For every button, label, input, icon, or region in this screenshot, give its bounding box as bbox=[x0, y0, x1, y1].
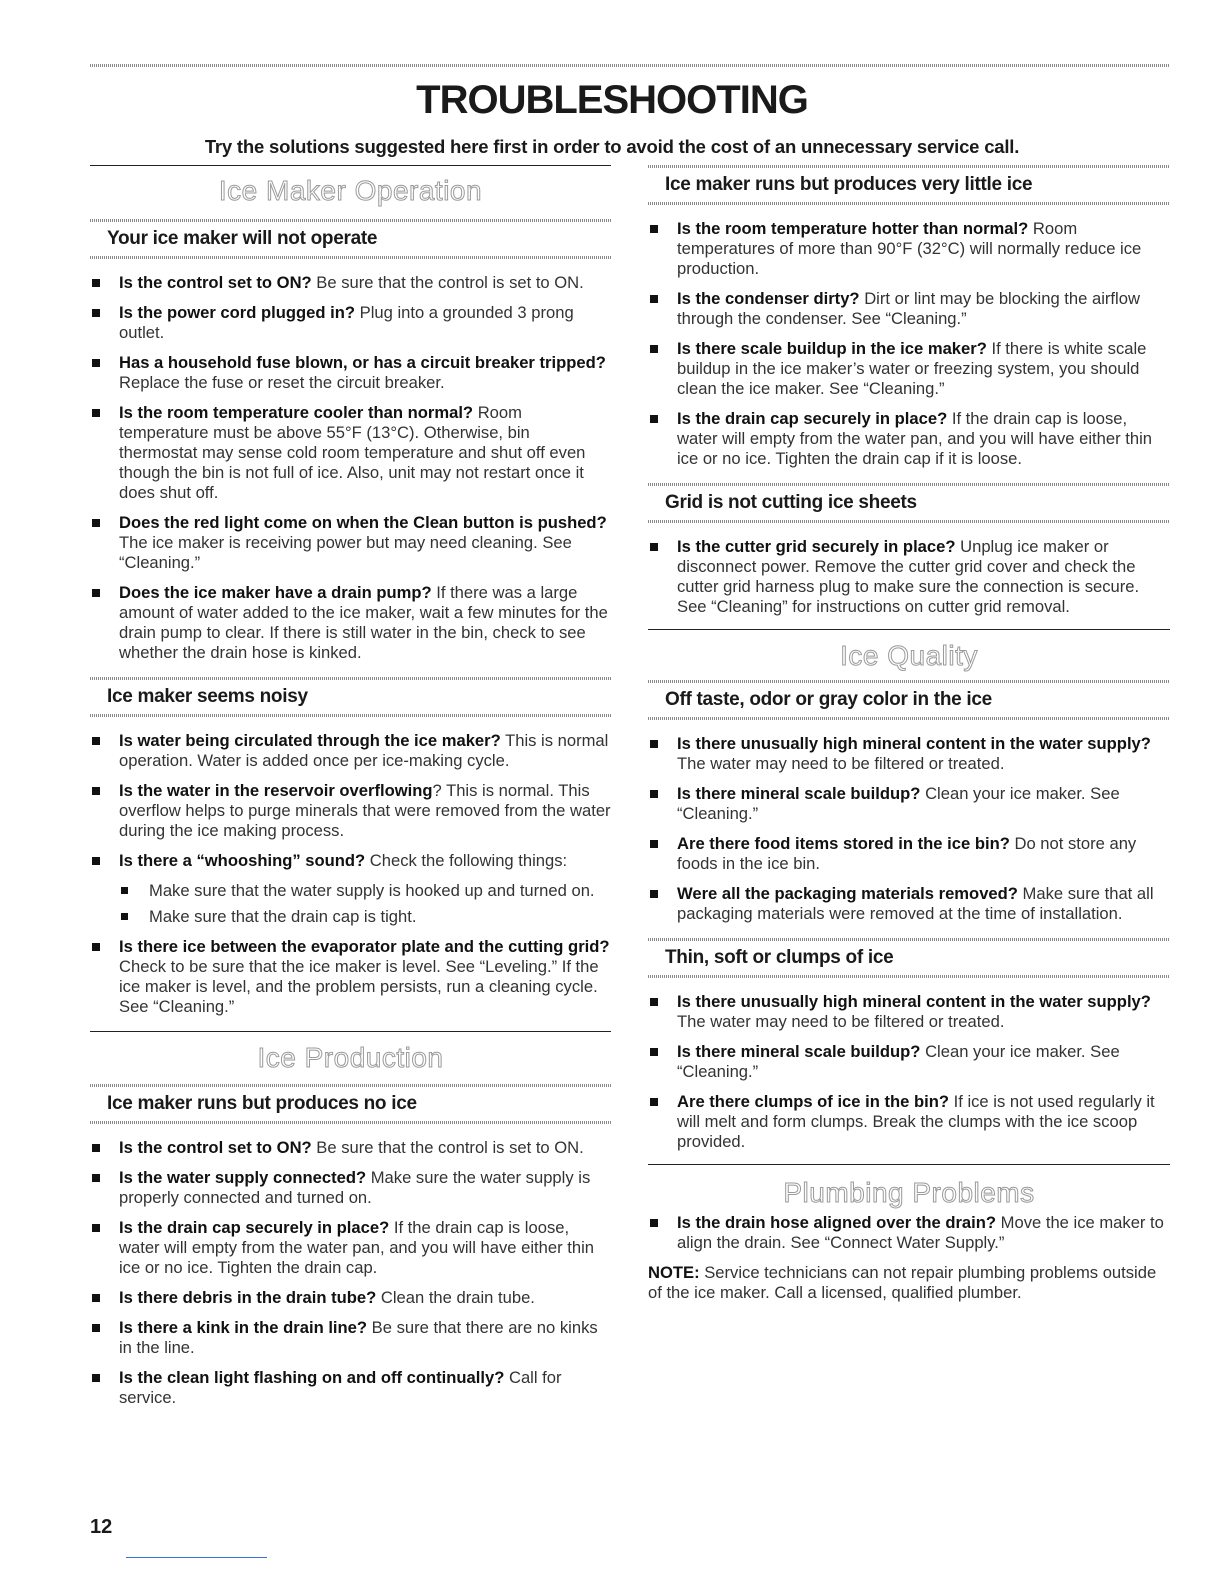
issue-item bbox=[90, 1218, 611, 1278]
subhead-produces-no-ice: Ice maker runs but produces no ice bbox=[107, 1093, 417, 1114]
issue-answer: Room temperature must be above 55°F (13°C). Otherwise, bin thermostat may sense cold room temperature and shut off even though the bin is not full of ice. Also, unit may not restart once it does shut off. bbox=[119, 403, 586, 502]
issue-item bbox=[648, 537, 1170, 617]
issue-question: Is there mineral scale buildup? bbox=[677, 1042, 921, 1061]
subhead-rule bbox=[648, 520, 1170, 523]
issue-item bbox=[90, 513, 611, 573]
issue-item bbox=[90, 1138, 611, 1158]
issue-answer: ? This is normal. This overflow helps to purge minerals that were removed from the water during the ice making process. bbox=[119, 781, 611, 840]
issue-question: Is the room temperature cooler than normal? bbox=[119, 403, 474, 422]
issue-question: Are there clumps of ice in the bin? bbox=[677, 1092, 949, 1111]
issue-item bbox=[648, 1092, 1170, 1152]
issue-answer: The water may need to be filtered or treated. bbox=[677, 1012, 1005, 1031]
issue-question: Does the red light come on when the Clean button is pushed? bbox=[119, 513, 607, 532]
issue-item bbox=[90, 1368, 611, 1408]
issue-item bbox=[90, 273, 611, 293]
issue-answer: Move the ice maker to align the drain. See “Connect Water Supply.” bbox=[677, 1213, 1164, 1252]
issue-answer: The ice maker is receiving power but may need cleaning. See “Cleaning.” bbox=[119, 533, 572, 572]
section-heading-ice-quality: Ice Quality bbox=[840, 640, 978, 671]
issue-question: Has a household fuse blown, or has a circuit breaker tripped? bbox=[119, 353, 606, 372]
footer-line bbox=[126, 1557, 267, 1558]
section-rule bbox=[90, 165, 611, 166]
section-rule bbox=[648, 629, 1170, 630]
issue-answer: Clean your ice maker. See “Cleaning.” bbox=[677, 784, 1120, 823]
subhead-rule bbox=[90, 256, 611, 259]
issue-question: Is there ice between the evaporator plate and the cutting grid? bbox=[119, 937, 610, 956]
issue-answer: The water may need to be filtered or treated. bbox=[677, 754, 1005, 773]
subhead-very-little-ice: Ice maker runs but produces very little ice bbox=[665, 174, 1033, 195]
subhead-thin-soft-clumps: Thin, soft or clumps of ice bbox=[665, 947, 894, 968]
issue-item bbox=[648, 409, 1170, 469]
issue-item bbox=[90, 583, 611, 663]
issue-question: Is the drain cap securely in place? bbox=[119, 1218, 390, 1237]
issue-item bbox=[90, 1288, 611, 1308]
subhead-rule bbox=[90, 1121, 611, 1124]
issue-item bbox=[90, 851, 611, 927]
issue-list bbox=[648, 537, 1170, 617]
issue-list bbox=[648, 992, 1170, 1152]
issue-question: Is the drain cap securely in place? bbox=[677, 409, 948, 428]
plumbing-note bbox=[648, 1263, 1170, 1303]
issue-answer: Call for service. bbox=[119, 1368, 562, 1407]
issue-answer: If there was a large amount of water added to the ice maker, wait a few minutes for the drain pump to clear. If there is still water in the bin, check to see whether the drain hose is kinked. bbox=[119, 583, 608, 662]
issue-list bbox=[90, 273, 611, 663]
page-subtitle: Try the solutions suggested here first in order to avoid the cost of an unnecessary service call. bbox=[204, 136, 1020, 157]
issue-item bbox=[90, 403, 611, 503]
issue-question: Is there debris in the drain tube? bbox=[119, 1288, 377, 1307]
subhead-will-not-operate: Your ice maker will not operate bbox=[107, 228, 378, 249]
sub-list bbox=[119, 881, 611, 927]
section-rule bbox=[648, 1164, 1170, 1165]
page-number: 12 bbox=[90, 1516, 113, 1538]
subhead-seems-noisy: Ice maker seems noisy bbox=[107, 686, 308, 707]
note-label: NOTE: bbox=[648, 1263, 700, 1282]
issue-item bbox=[90, 353, 611, 393]
issue-question: Is the control set to ON? bbox=[119, 273, 312, 292]
issue-question: Is the condenser dirty? bbox=[677, 289, 860, 308]
issue-answer: Make sure the water supply is properly connected and turned on. bbox=[119, 1168, 591, 1207]
issue-answer: Be sure that the control is set to ON. bbox=[311, 1138, 584, 1157]
section-heading-ice-maker-operation: Ice Maker Operation bbox=[218, 175, 483, 206]
issue-item bbox=[648, 992, 1170, 1032]
issue-answer: Clean your ice maker. See “Cleaning.” bbox=[677, 1042, 1120, 1081]
issue-item bbox=[90, 303, 611, 343]
issue-item bbox=[648, 734, 1170, 774]
issue-answer: Room temperatures of more than 90°F (32°C) will normally reduce ice production. bbox=[677, 219, 1142, 278]
issue-answer: If the drain cap is loose, water will empty from the water pan, and you will have either thin ice or no ice. Tighten the drain cap if it is loose. bbox=[677, 409, 1152, 468]
issue-answer: If ice is not used regularly it will melt and form clumps. Break the clumps with the ice scoop provided. bbox=[677, 1092, 1155, 1151]
issue-question: Is there unusually high mineral content in the water supply? bbox=[677, 734, 1151, 753]
issue-answer: Be sure that the control is set to ON. bbox=[311, 273, 584, 292]
issue-question: Is the clean light flashing on and off continually? bbox=[119, 1368, 505, 1387]
issue-answer: Check the following things: bbox=[365, 851, 568, 870]
issue-item bbox=[648, 219, 1170, 279]
issue-question: Is there mineral scale buildup? bbox=[677, 784, 921, 803]
issue-item bbox=[648, 884, 1170, 924]
sub-item: Make sure that the drain cap is tight. bbox=[119, 907, 611, 927]
issue-answer: Make sure that all packaging materials were removed at the time of installation. bbox=[677, 884, 1154, 923]
issue-item bbox=[90, 937, 611, 1017]
issue-question: Is the drain hose aligned over the drain? bbox=[677, 1213, 997, 1232]
section-heading-ice-production: Ice Production bbox=[257, 1042, 444, 1073]
subhead-grid-not-cutting: Grid is not cutting ice sheets bbox=[665, 492, 917, 513]
issue-question: Is the power cord plugged in? bbox=[119, 303, 356, 322]
issue-item bbox=[648, 834, 1170, 874]
issue-list bbox=[648, 734, 1170, 924]
issue-question: Is there unusually high mineral content in the water supply? bbox=[677, 992, 1151, 1011]
issue-item bbox=[648, 1213, 1170, 1253]
issue-question: Is there a “whooshing” sound? bbox=[119, 851, 366, 870]
issue-answer: Check to be sure that the ice maker is level. See “Leveling.” If the ice maker is level, and the problem persists, run a cleaning cycle. See “Cleaning.” bbox=[119, 957, 599, 1016]
issue-list bbox=[90, 1138, 611, 1408]
section-rule bbox=[90, 1031, 611, 1032]
issue-answer: Dirt or lint may be blocking the airflow through the condenser. See “Cleaning.” bbox=[677, 289, 1140, 328]
subhead-rule bbox=[90, 714, 611, 717]
right-column bbox=[648, 165, 1170, 1320]
top-rule bbox=[90, 64, 1170, 67]
note-text: Service technicians can not repair plumbing problems outside of the ice maker. Call a licensed, qualified plumber. bbox=[648, 1263, 1157, 1302]
section-heading-plumbing-problems: Plumbing Problems bbox=[783, 1177, 1035, 1208]
issue-item bbox=[648, 339, 1170, 399]
issue-item bbox=[90, 781, 611, 841]
subhead-rule bbox=[648, 717, 1170, 720]
issue-list bbox=[648, 219, 1170, 469]
issue-answer: Be sure that there are no kinks in the line. bbox=[119, 1318, 598, 1357]
subhead-rule bbox=[648, 975, 1170, 978]
sub-item: Make sure that the water supply is hooked up and turned on. bbox=[119, 881, 611, 901]
issue-question: Is the room temperature hotter than normal? bbox=[677, 219, 1029, 238]
issue-question: Is water being circulated through the ice maker? bbox=[119, 731, 501, 750]
issue-list bbox=[90, 731, 611, 1017]
issue-answer: Unplug ice maker or disconnect power. Remove the cutter grid cover and check the cutter grid harness plug to make sure the connection is secure. See “Cleaning” for instructions on cutter grid removal. bbox=[677, 537, 1140, 616]
issue-answer: Replace the fuse or reset the circuit breaker. bbox=[119, 373, 445, 392]
issue-answer: Plug into a grounded 3 prong outlet. bbox=[119, 303, 574, 342]
issue-answer: If there is white scale buildup in the ice maker’s water or freezing system, you should clean the ice maker. See “Cleaning.” bbox=[677, 339, 1147, 398]
issue-question: Is there a kink in the drain line? bbox=[119, 1318, 368, 1337]
subhead-off-taste: Off taste, odor or gray color in the ice bbox=[665, 689, 992, 710]
issue-answer: If the drain cap is loose, water will empty from the water pan, and you will have either thin ice or no ice. Tighten the drain cap. bbox=[119, 1218, 594, 1277]
issue-question: Is there scale buildup in the ice maker? bbox=[677, 339, 987, 358]
issue-list bbox=[648, 1213, 1170, 1253]
issue-question: Were all the packaging materials removed? bbox=[677, 884, 1018, 903]
subhead-rule bbox=[648, 202, 1170, 205]
left-column bbox=[90, 165, 611, 1418]
issue-item bbox=[648, 1042, 1170, 1082]
issue-question: Is the control set to ON? bbox=[119, 1138, 312, 1157]
issue-item bbox=[648, 784, 1170, 824]
issue-question: Is the water supply connected? bbox=[119, 1168, 367, 1187]
issue-item bbox=[648, 289, 1170, 329]
issue-question: Are there food items stored in the ice bin? bbox=[677, 834, 1010, 853]
issue-question: Does the ice maker have a drain pump? bbox=[119, 583, 432, 602]
issue-item bbox=[90, 1168, 611, 1208]
issue-answer: Clean the drain tube. bbox=[376, 1288, 535, 1307]
issue-question: Is the water in the reservoir overflowing bbox=[119, 781, 433, 800]
issue-item bbox=[90, 1318, 611, 1358]
issue-answer: Do not store any foods in the ice bin. bbox=[677, 834, 1137, 873]
issue-question: Is the cutter grid securely in place? bbox=[677, 537, 956, 556]
issue-answer: This is normal operation. Water is added once per ice-making cycle. bbox=[119, 731, 609, 770]
page-title: TROUBLESHOOTING bbox=[416, 78, 808, 122]
issue-item bbox=[90, 731, 611, 771]
